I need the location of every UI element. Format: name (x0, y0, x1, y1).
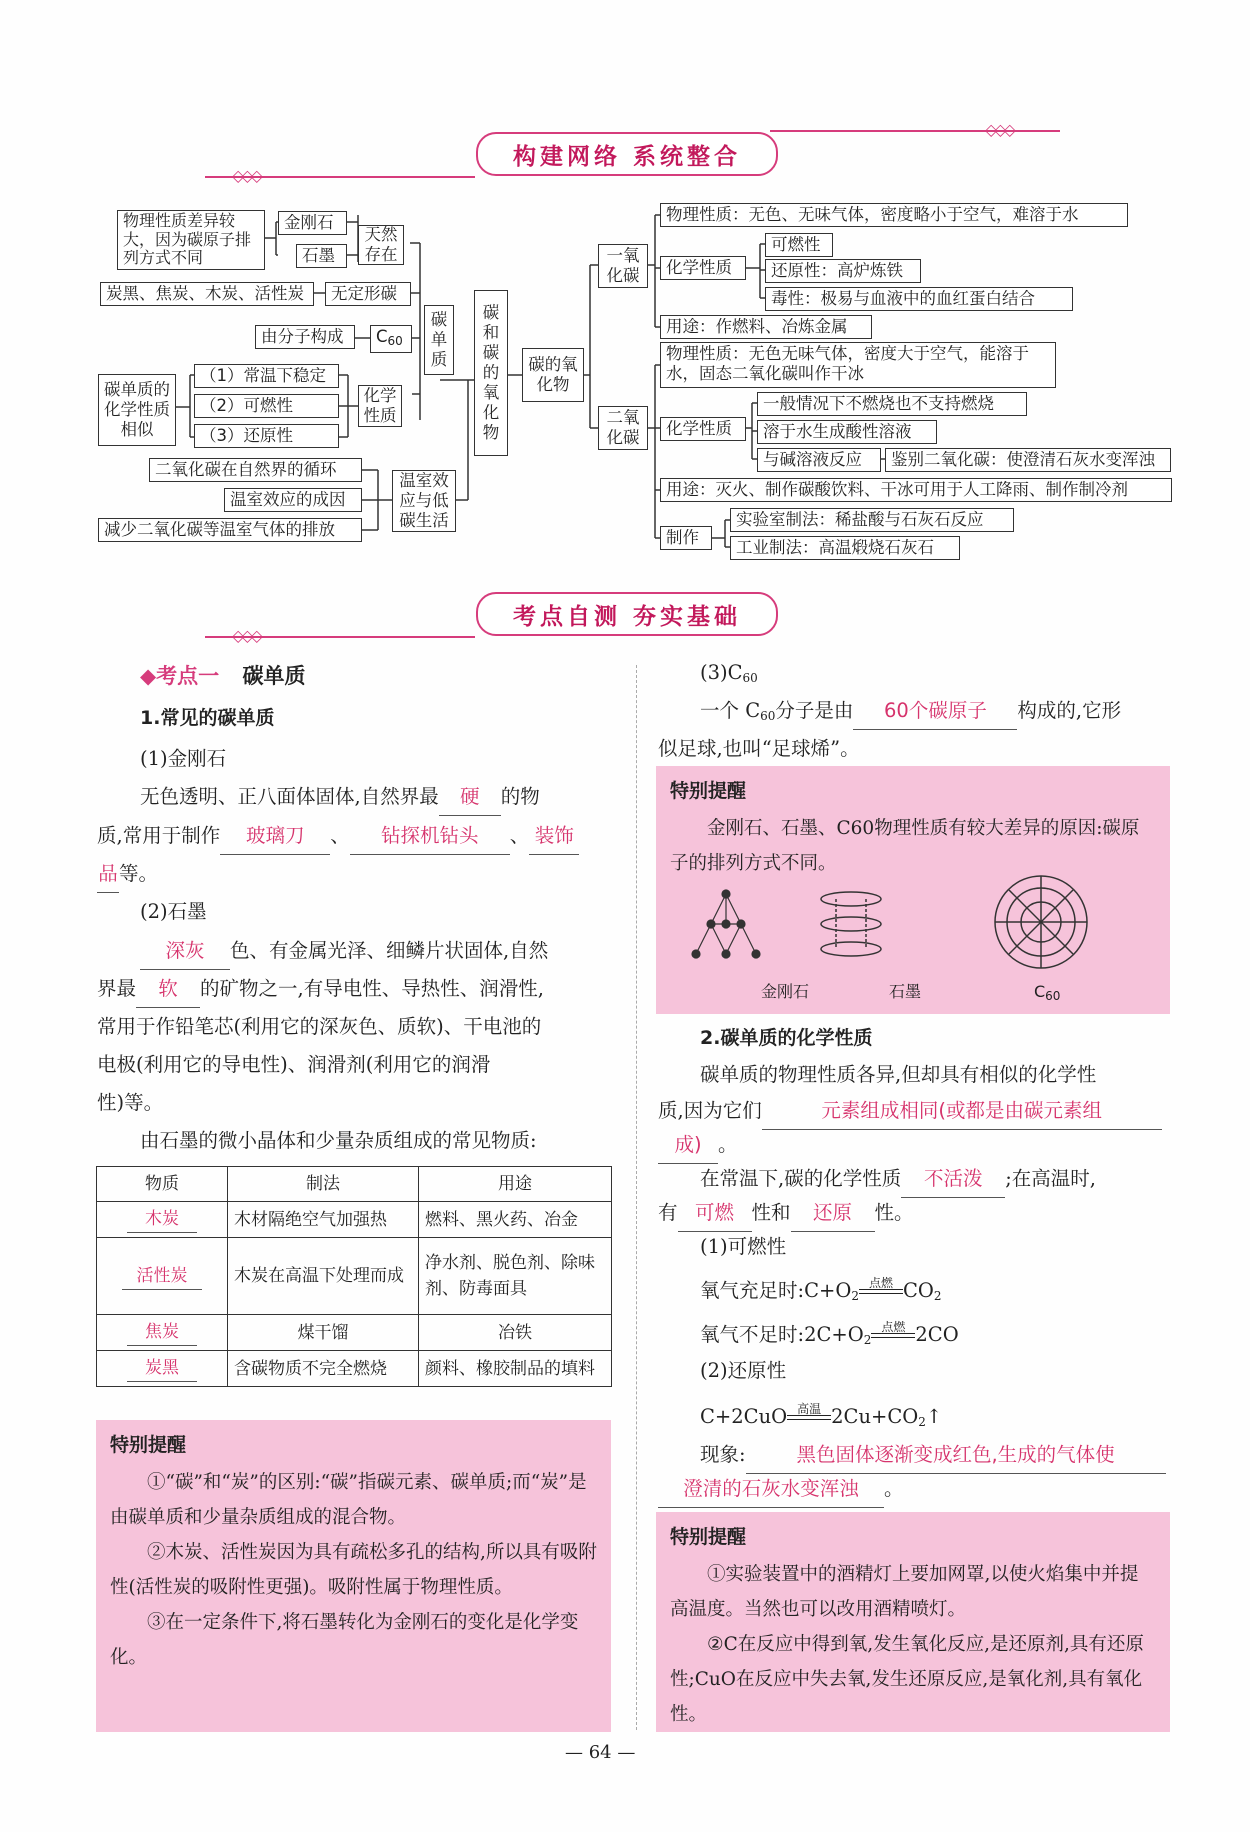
equation-1: 氧气充足时$:C+O_2$ 点燃 $CO_2$ (700, 1276, 942, 1303)
chem-line1: 碳单质的物理性质各异,但却具有相似的化学性 (700, 1063, 1097, 1086)
map-greenhouse: 温室效应与低碳生活 (392, 470, 456, 532)
map-co-tox: 毒性：极易与血液中的血红蛋白结合 (765, 287, 1073, 311)
equation-3: C+2CuO 高温 $2Cu+CO_2↑$ (700, 1402, 943, 1429)
map-carbon-elem: 碳单质 (424, 305, 454, 375)
graphite-title: (2)石墨 (140, 900, 207, 923)
map-amorphous: 无定形碳 (325, 282, 411, 306)
graphite-line1: 深灰 色、有金属光泽、细鳞片状固体,自然 (140, 932, 548, 970)
table-row: 焦炭 煤干馏 冶铁 (97, 1315, 612, 1351)
map-center: 碳和碳的氧化物 (474, 290, 508, 456)
map-co2-phys: 物理性质：无色无味气体，密度大于空气，能溶于水，固态二氧化碳叫作干冰 (660, 342, 1056, 388)
gas-arrow-icon: ↑ (925, 1405, 943, 1428)
c60-title: $(3)C_{60}$ (700, 661, 758, 685)
map-co: 一氧化碳 (598, 244, 648, 288)
diamond-structure-icon (692, 890, 760, 958)
map-reduce: 减少二氧化碳等温室气体的排放 (98, 518, 362, 542)
map-graphite: 石墨 (296, 244, 347, 268)
c60-line1: 一个 $C_{60}$分子是由 60个碳原子 构成的,它形 (700, 692, 1121, 735)
map-stable: （1）常温下稳定 (194, 364, 339, 388)
chem-line3: 成) 。 (658, 1126, 738, 1164)
map-oxides: 碳的氧化物 (522, 348, 584, 402)
table-row: 炭黑 含碳物质不完全燃烧 颜料、橡胶制品的填料 (97, 1351, 612, 1387)
banner-build-network: 构建网络 系统整合 (476, 132, 778, 176)
map-phys-diff: 物理性质差异较大，因为碳原子排列方式不同 (117, 210, 265, 270)
knot-ornament-icon: ◇◇◇ (232, 166, 260, 185)
c60-line2: 似足球,也叫“足球烯”。 (658, 737, 860, 760)
map-chem-similar: 碳单质的化学性质相似 (98, 374, 176, 446)
label-c60: $C_{60}$ (1034, 982, 1061, 1003)
label-graphite: 石墨 (889, 982, 922, 1001)
map-co2: 二氧化碳 (598, 406, 648, 450)
map-c60: $C_{60}$ (370, 325, 412, 353)
page-number: — 64 — (565, 1742, 636, 1763)
graphite-line5: 性)等。 (97, 1091, 164, 1114)
c60-structure-icon (995, 876, 1087, 968)
special-note-3: 特别提醒 ①实验装置中的酒精灯上要加网罩,以使火焰集中并提高温度。当然也可以改用酒精喷灯。 ②C在反应中得到氧,发生氧化反应,是还原剂,具有还原性;CuO在反应中失去氧,发生还原反应,是氧化剂,具有氧化性。 (656, 1512, 1170, 1732)
special-note-1: 特别提醒 ①“碳”和“炭”的区别:“碳”指碳元素、碳单质;而“炭”是由碳单质和少量杂质组成的混合物。 ②木炭、活性炭因为具有疏松多孔的结构,所以具有吸附性(活性炭的吸附性更强)。吸附性属于物理性质。 ③在一定条件下,将石墨转化为金刚石的变化是化学变化。 (96, 1420, 611, 1732)
map-diamond: 金刚石 (278, 211, 347, 235)
map-co2-use: 用途：灭火、制作碳酸饮料、干冰可用于人工降雨、制作制冷剂 (660, 478, 1172, 502)
banner-self-test: 考点自测 夯实基础 (476, 592, 778, 636)
map-reducing: （3）还原性 (194, 424, 339, 448)
chem-line2: 质,因为它们 元素组成相同(或都是由碳元素组 (658, 1092, 1162, 1130)
table-row: 木炭 木材隔绝空气加强热 燃料、黑火药、冶金 (97, 1202, 612, 1238)
map-lab: 实验室制法：稀盐酸与石灰石反应 (730, 508, 1014, 532)
reducing-title: (2)还原性 (700, 1359, 787, 1382)
section-diamond-icon: ◆ (140, 664, 157, 688)
map-co2-id: 鉴别二氧化碳：使澄清石灰水变浑浊 (885, 448, 1171, 472)
map-natural: 天然存在 (358, 225, 404, 265)
table-row: 活性炭 木炭在高温下处理而成 净水剂、脱色剂、除味剂、防毒面具 (97, 1238, 612, 1315)
phenomenon-line1: 现象: 黑色固体逐渐变成红色,生成的气体使 (700, 1436, 1166, 1474)
map-ind: 工业制法：高温煅烧石灰石 (730, 536, 960, 560)
graphite-line2: 界最 软 的矿物之一,有导电性、导热性、润滑性, (97, 970, 544, 1008)
map-co-flam: 可燃性 (765, 233, 833, 257)
map-cycle: 二氧化碳在自然界的循环 (149, 458, 362, 482)
carbon-structures-illustration (676, 874, 1156, 974)
label-diamond: 金刚石 (761, 982, 810, 1001)
heading-common-carbon: 1.常见的碳单质 (140, 707, 275, 729)
graphite-structure-icon (821, 892, 881, 956)
map-co2-c2: 溶于水生成酸性溶液 (757, 420, 937, 444)
map-make: 制作 (660, 526, 712, 550)
diamond-title: (1)金刚石 (140, 747, 227, 770)
map-co-red: 还原性：高炉炼铁 (765, 259, 921, 283)
map-amorphous-list: 炭黑、焦炭、木炭、活性炭 (100, 282, 314, 306)
map-co2-chem: 化学性质 (660, 417, 746, 441)
equation-2: 氧气不足时$:2C+O_2$ 点燃 2CO (700, 1320, 959, 1347)
carbon-table (96, 1166, 612, 1387)
graphite-line6: 由石墨的微小晶体和少量杂质组成的常见物质: (140, 1129, 537, 1152)
graphite-line4: 电极(利用它的导电性)、润滑剂(利用它的润滑 (97, 1053, 491, 1076)
chem-line4: 在常温下,碳的化学性质 不活泼 ;在高温时, (700, 1160, 1096, 1198)
diamond-line1: 无色透明、正八面体固体,自然界最 硬 的物 (140, 778, 540, 816)
map-co2-c3: 与碱溶液反应 (757, 448, 881, 472)
map-flammable: （2）可燃性 (194, 394, 339, 418)
phenomenon-line2: 澄清的石灰水变浑浊 。 (658, 1470, 904, 1508)
knot-ornament-icon: ◇◇◇ (232, 626, 260, 645)
chem-line5: 有 可燃 性和 还原 性。 (658, 1194, 914, 1232)
map-co-use: 用途：作燃料、冶炼金属 (660, 315, 872, 339)
section-heading: ◆考点一 碳单质 (140, 664, 306, 688)
knot-ornament-icon: ◇◇◇ (985, 120, 1013, 139)
diamond-line2: 质,常用于制作 玻璃刀 、 钻探机钻头 、 装饰 (97, 817, 579, 855)
map-co2-c1: 一般情况下不燃烧也不支持燃烧 (757, 392, 1027, 416)
map-chem-prop: 化学性质 (358, 385, 402, 427)
heading-chem-prop: 2.碳单质的化学性质 (700, 1027, 873, 1049)
flammable-title: (1)可燃性 (700, 1235, 787, 1258)
table-header-row: 物质 制法 用途 (97, 1167, 612, 1202)
map-co-chem: 化学性质 (660, 256, 746, 280)
diamond-line3: 品等。 (97, 855, 158, 893)
column-divider (636, 665, 637, 1730)
graphite-line3: 常用于作铅笔芯(利用它的深灰色、质软)、干电池的 (97, 1015, 542, 1038)
map-co-phys: 物理性质：无色、无味气体，密度略小于空气，难溶于水 (660, 203, 1128, 227)
map-molecule: 由分子构成 (255, 325, 355, 349)
special-note-2: 特别提醒 金刚石、石墨、C60物理性质有较大差异的原因:碳原子的排列方式不同。 金刚石 石墨 $C_{60}$ (656, 766, 1170, 1014)
map-cause: 温室效应的成因 (224, 488, 362, 512)
